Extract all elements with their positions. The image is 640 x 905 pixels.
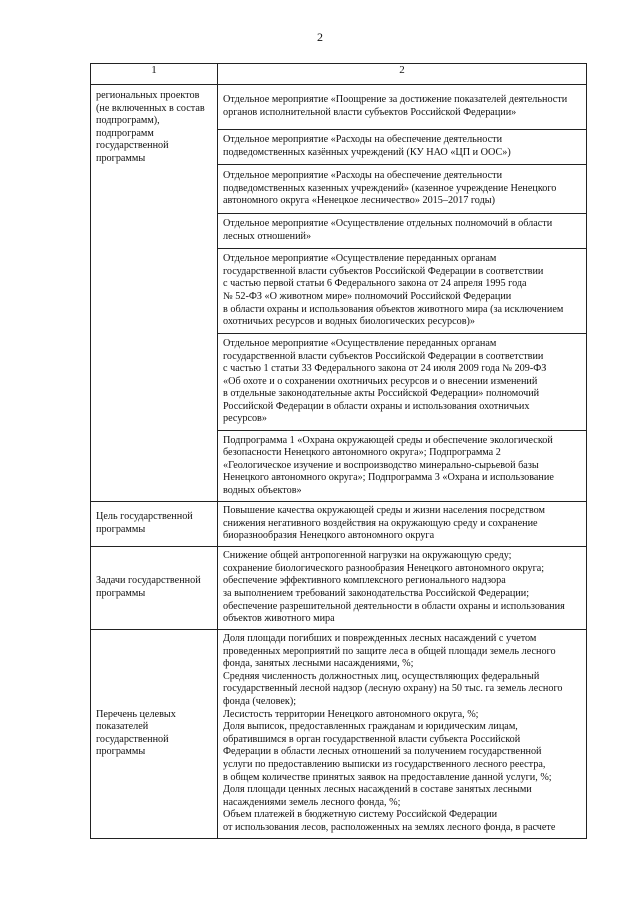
text-line: Средняя численность должностных лиц, осуществляющих федеральный [223,670,540,682]
text-line: Объем платежей в бюджетную систему Российской Федерации [223,809,498,821]
text-line: «Геологическое изучение и воспроизводство минерально-сырьевой базы [223,459,539,471]
measure-cell [218,214,587,249]
text-line: № 52-ФЗ «О животном мире» полномочий Российской Федерации [223,291,512,302]
label-line: программы [96,746,146,758]
label-line: программы [96,524,146,535]
label-line: государственной [96,140,169,152]
text-line: обеспечение разрешительной деятельности в области охраны и использования [223,600,565,612]
text-line: государственной власти субъектов Российской Федерации в соответствии [223,265,544,277]
label-line: Задачи государственной [96,575,201,587]
measure-cell [218,165,587,214]
measure-cell [218,130,587,165]
text-line: в отдельные законодательные акты Российской Федерации» полномочий [223,388,540,400]
text-line: от использования лесов, расположенных на землях лесного фонда, в расчете [223,821,556,833]
text-line: Доля выписок, предоставленных гражданам и юридическим лицам, [223,721,518,733]
row-label-cell [91,85,218,502]
text-line: Отдельное мероприятие «Осуществление переданных органам [223,337,497,349]
text-line: Российской Федерации в области охраны и использования охотничьих [223,400,530,412]
text-line: автономного округа «Ненецкое лесничество» 2015–2017 годы) [223,195,496,207]
header-row [91,64,587,85]
text-line: насаждениями земель лесного фонда, %; [223,796,401,808]
text-line: Отдельное мероприятие «Осуществление отдельных полномочий в области [223,218,553,230]
text-line: обеспечение эффективного комплексного регионального надзора [223,575,506,587]
label-line: региональных проектов [96,90,200,101]
label-line: показателей [96,721,149,733]
text-line: водных объектов» [223,484,302,496]
table-row [91,547,587,630]
text-line: «Об охоте и о сохранении охотничьих ресурсов и о внесении изменений [223,375,538,387]
measure-cell [218,431,587,502]
text-line: безопасности Ненецкого автономного округа»; Подпрограмма 2 [223,447,501,459]
text-line: с частью первой статьи 6 Федерального закона от 24 апреля 1995 года [223,278,527,290]
label-line: Цель государственной [96,511,193,523]
label-line: программы [96,152,146,164]
tasks-cell [218,547,587,630]
text-line: Отдельное мероприятие «Осуществление переданных органам [223,253,497,265]
text-line: подведомственных казённых учреждений (КУ НАО «ЦП и ООС») [223,147,511,158]
text-line: Отдельное мероприятие «Поощрение за достижение показателей деятельности [223,94,568,106]
row-label-cell [91,502,218,547]
measure-cell [218,249,587,334]
text-line: государственной власти субъектов Российской Федерации в соответствии [223,350,544,362]
row-label-cell [91,547,218,630]
measure-cell [218,334,587,431]
label-line: государственной [96,733,169,745]
page-number: 2 [317,30,323,44]
column-header-1: 1 [91,64,218,85]
text-line: Лесистость территории Ненецкого автономного округа, %; [223,708,479,720]
goal-cell [218,502,587,547]
text-line: Снижение общей антропогенной нагрузки на окружающую среду; [223,550,512,562]
text-line: услуги по предоставлению выписки из государственного лесного реестра, [223,758,546,770]
table-row [91,630,587,839]
text-line: проведенных мероприятий по защите леса в общей площади земель лесного [223,645,556,657]
text-line: объектов животного мира [223,613,335,625]
text-line: Доля площади ценных лесных насаждений в составе занятых лесными [223,784,532,796]
text-line: Повышение качества окружающей среды и жизни населения посредством [223,505,545,517]
table-row [91,502,587,547]
label-line: программы [96,588,146,599]
text-line: органов исполнительной власти субъектов Российской Федерации» [223,107,517,118]
indicators-cell [218,630,587,839]
text-line: фонда, занятых лесными насаждениями, %; [223,658,414,670]
text-line: сохранение биологического разнообразия Ненецкого автономного округа; [223,562,545,574]
label-line: подпрограмм [96,127,154,139]
table-row [91,85,587,130]
text-line: Подпрограмма 1 «Охрана окружающей среды и обеспечение экологической [223,434,553,446]
text-line: Отдельное мероприятие «Расходы на обеспечение деятельности [223,170,503,182]
text-line: биоразнообразия Ненецкого автономного округа [223,530,435,542]
program-passport-table [90,63,587,839]
text-line: Доля площади погибших и поврежденных лесных насаждений с учетом [223,633,537,644]
text-line: Федерации в области лесных отношений за получением государственной [223,746,542,758]
label-line: (не включенных в состав [96,102,205,114]
text-line: ресурсов» [223,413,267,425]
text-line: лесных отношений» [223,231,312,242]
label-line: Перечень целевых [96,708,176,720]
text-line: охотничьих ресурсов и водных биологических ресурсов)» [223,316,476,328]
text-line: за выполнением требований законодательства Российской Федерации; [223,588,530,599]
label-line: подпрограмм), [96,115,160,127]
text-line: Отдельное мероприятие «Расходы на обеспечение деятельности [223,134,503,146]
text-line: фонда (человек); [223,695,297,707]
text-line: в общем количестве принятых заявок на предоставление данной услуги, %; [223,771,552,783]
row-label-cell [91,630,218,839]
text-line: снижения негативного воздействия на окружающую среду и сохранение [223,517,538,529]
text-line: с частью 1 статьи 33 Федерального закона от 24 июля 2009 года № 209-ФЗ [223,363,547,375]
text-line: в области охраны и использования объектов животного мира (за исключением [223,303,564,315]
measure-cell [218,85,587,130]
text-line: подведомственных казенных учреждений» (казенное учреждение Ненецкого [223,182,557,194]
text-line: государственный лесной надзор (лесную охрану) на 50 тыс. га земель лесного [223,683,563,695]
column-header-2: 2 [218,64,587,85]
text-line: обратившимся в орган государственной власти субъекта Российской [223,733,521,745]
text-line: Ненецкого автономного округа»; Подпрограмма 3 «Охрана и использование [223,472,554,484]
